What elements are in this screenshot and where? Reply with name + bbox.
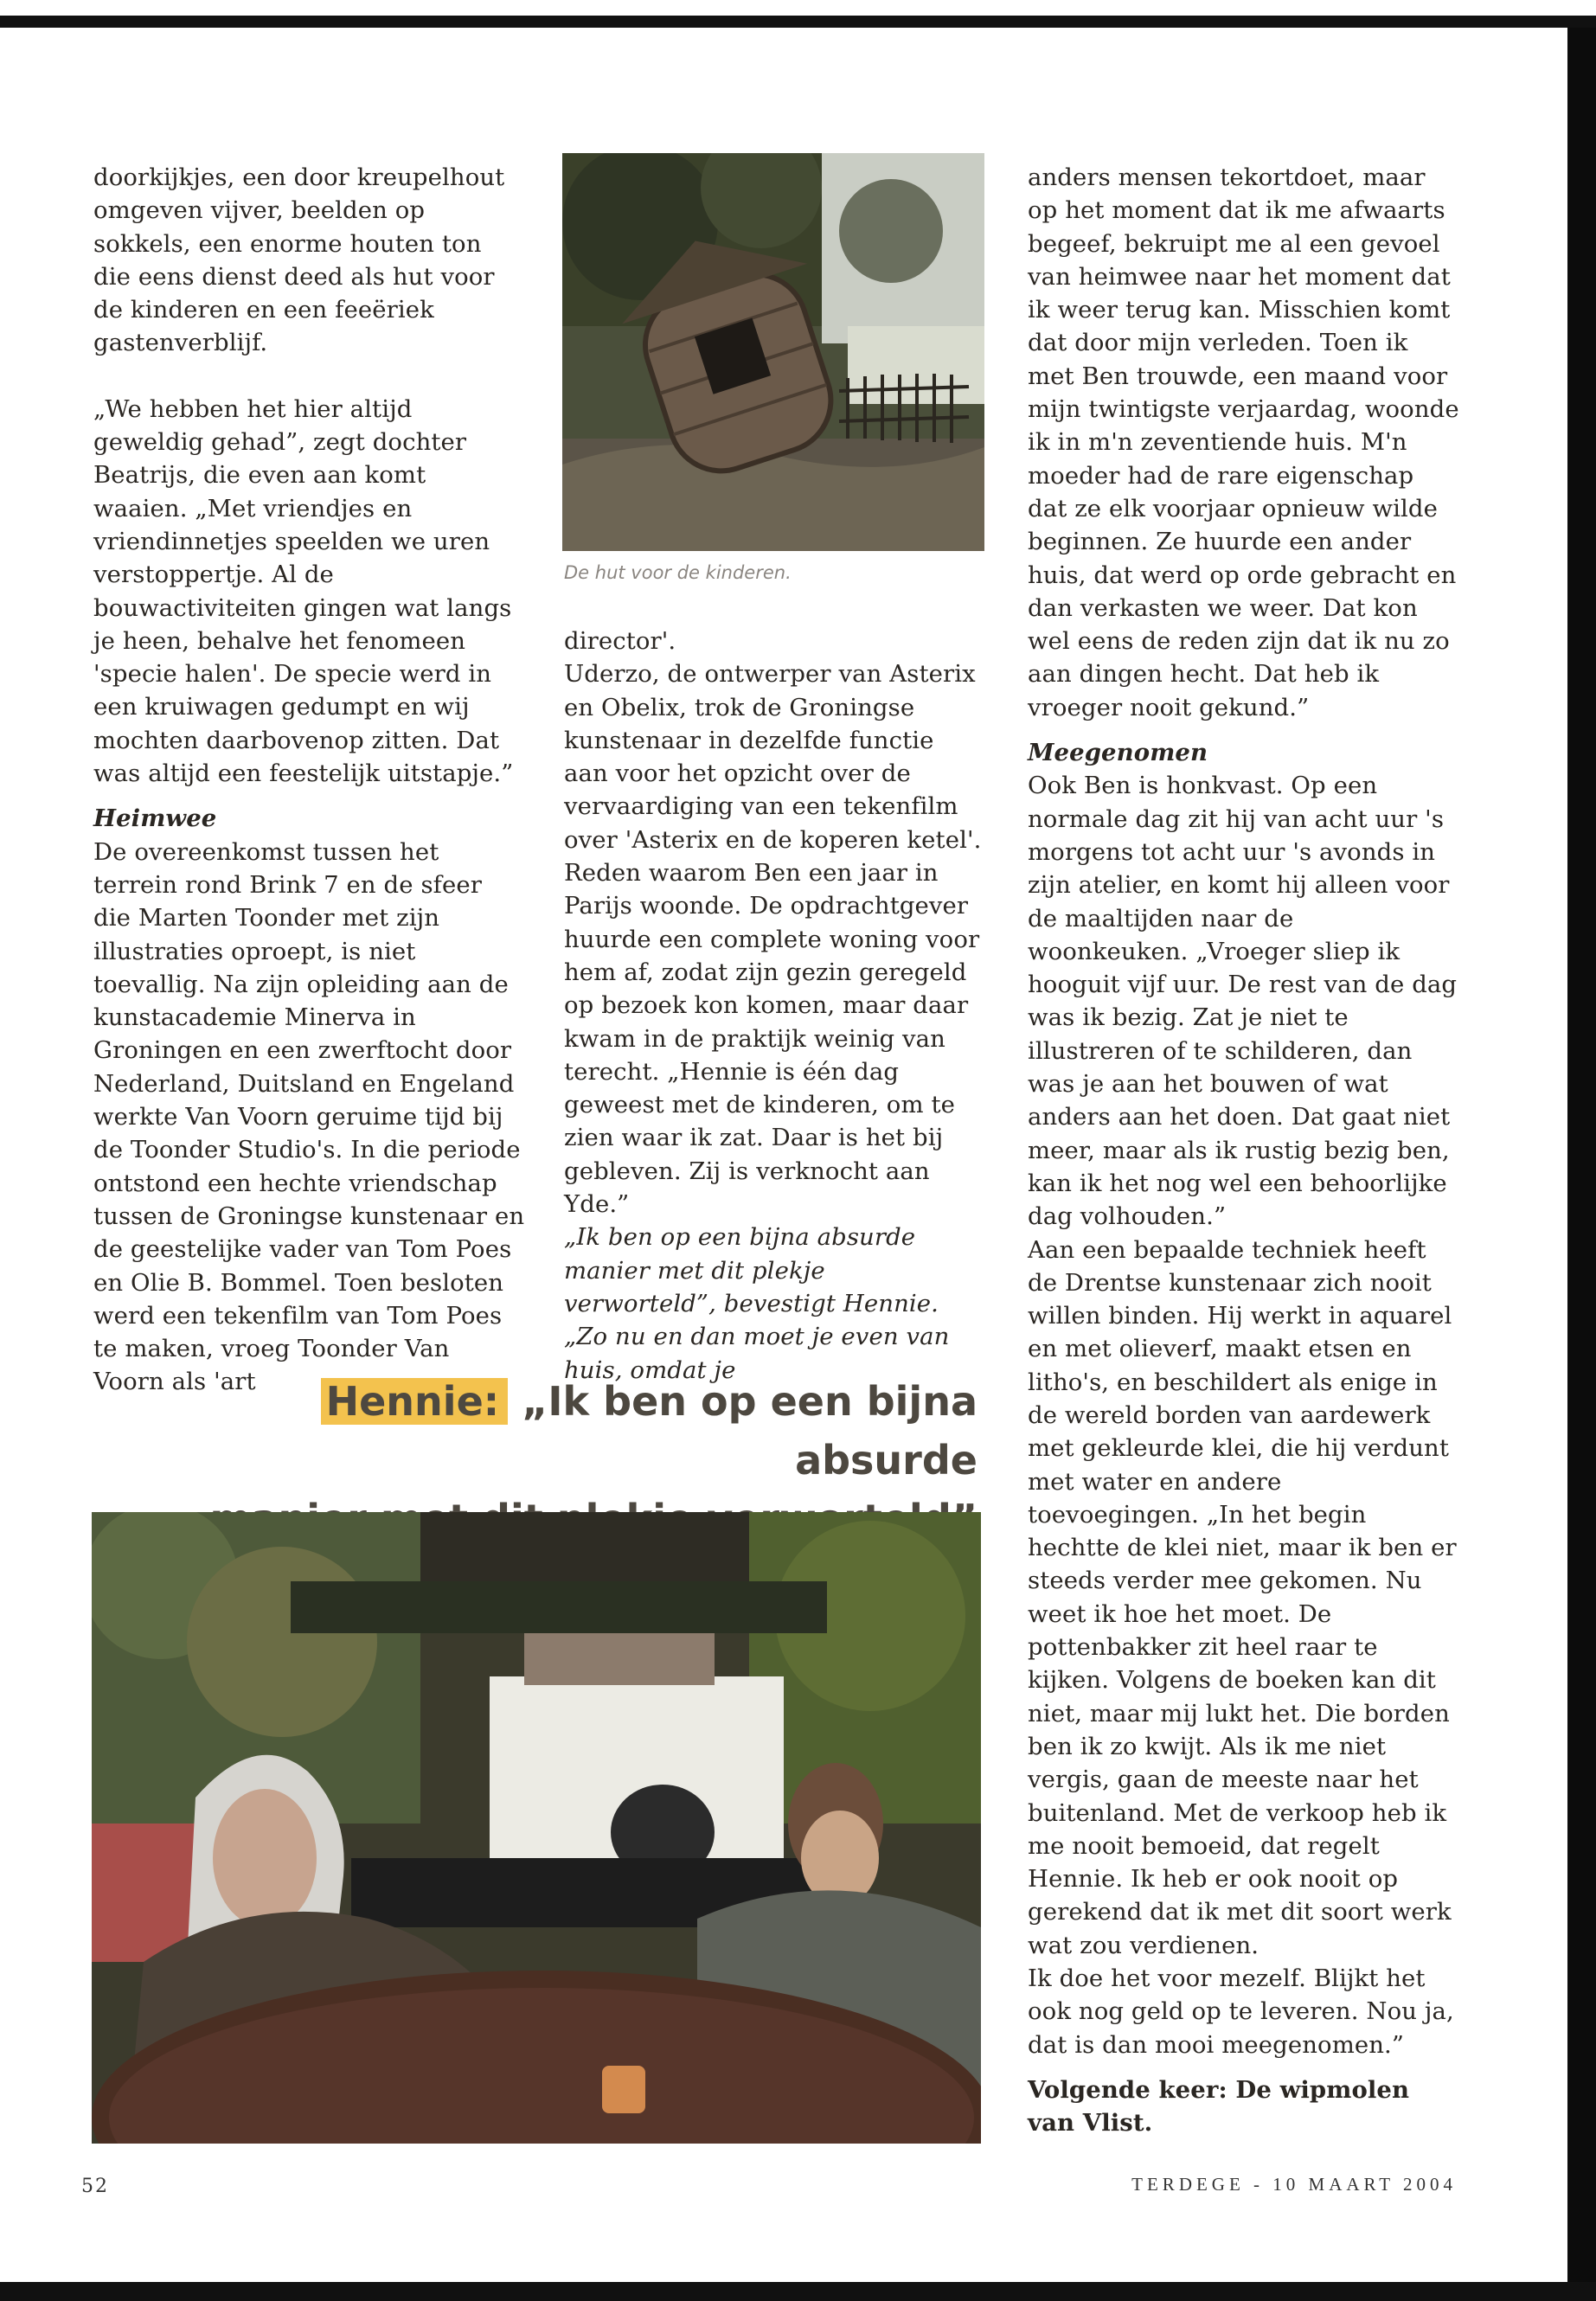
column-1-paragraph: doorkijkjes, een door kreupelhout omgeven vijver, beelden op sokkels, een enorme houten ton die eens dienst deed als hut voor de kinderen en een feeëriek gastenverblijf.	[93, 163, 505, 357]
column-3-paragraph: Aan een bepaalde techniek heeft de Drentse kunstenaar zich nooit willen binden. Hij werkt in aquarel en met olieverf, maakt etsen en litho's, en beschildert als enige in de wereld borden van aardewerk met gekleurde klei, die hij verdunt met water en andere toevoegingen. „In het begin hechtte de klei niet, maar ik ben er steeds verder mee gekomen. Nu weet ik hoe het moet. De pottenbakker zit heel raar te kijken. Volgens de boeken kan dit niet, maar mij lukt het. Die borden ben ik zo kwijt. Als ik me niet vergis, gaan de meeste naar het buitenland. Met de verkoop heb ik me nooit bemoeid, dat regelt Hennie. Ik heb er ook nooit op gerekend dat ik met dit soort werk wat zou verdienen.	[1028, 1235, 1457, 1959]
column-2-quote: „Ik ben op een bijna absurde manier met dit plekje verworteld”, bevestigt Hennie. „Zo nu en dan moet je even van huis, omdat je	[564, 1223, 950, 1384]
next-episode-label: Volgende keer: De wipmolen van Vlist.	[1028, 2075, 1410, 2138]
column-3-paragraph: Ook Ben is honkvast. Op een normale dag zit hij van acht uur 's morgens tot acht uur 's avonds in zijn atelier, en komt hij alleen voor de maaltijden naar de woonkeuken. „Vroeger sliep ik hooguit vijf uur. De rest van de dag was ik bezig. Zat je niet te illustreren of te schilderen, dan was je aan het bouwen of wat anders aan het doen. Dat gaat niet meer, maar als ik rustig bezig ben, kan ik het nog wel een behoorlijke dag volhouden.”	[1028, 772, 1458, 1231]
column-2-paragraph: Uderzo, de ontwerper van Asterix en Obelix, trok de Groningse kunstenaar in dezelfde functie aan voor het opzicht over de vervaardiging van een tekenfilm over 'Asterix en de koperen ketel'. Reden waarom Ben een jaar in Parijs woonde. De opdrachtgever huurde een complete woning voor hem af, zodat zijn gezin geregeld op bezoek kon komen, maar daar kwam in de praktijk weinig van terecht. „Hennie is één dag geweest met de kinderen, om te zien waar ik zat. Daar is het bij gebleven. Zij is verknocht aan Yde.”	[564, 660, 982, 1219]
scan-edge	[1567, 28, 1596, 2285]
column-2	[564, 625, 984, 1387]
photo-kitchen	[92, 1512, 981, 2144]
top-border	[0, 16, 1596, 28]
column-3-paragraph: Ik doe het voor mezelf. Blijkt het ook nog geld op te leveren. Nou ja, dat is dan mooi meegenomen.”	[1028, 1965, 1454, 2059]
photo-caption: De hut voor de kinderen.	[564, 562, 792, 583]
kitchen-photo-illustration	[92, 1512, 981, 2144]
column-1-paragraph: De overeenkomst tussen het terrein rond Brink 7 en de sfeer die Marten Toonder met zijn illustraties oproept, is niet toevallig. Na zijn opleiding aan de kunstacademie Minerva in Groningen en een zwerftocht door Nederland, Duitsland en Engeland werkte Van Voorn geruime tijd bij de Toonder Studio's. In die periode ontstond een hechte vriendschap tussen de Groningse kunstenaar en de geestelijke vader van Tom Poes en Olie B. Bommel. Toen besloten werd een tekenfilm van Tom Poes te maken, vroeg Toonder Van Voorn als 'art	[93, 837, 525, 1396]
column-2-paragraph: director'.	[564, 627, 676, 655]
pull-quote-line-1: „Ik ben op een bijna absurde	[522, 1378, 977, 1484]
pull-quote-speaker: Hennie:	[321, 1378, 509, 1425]
bottom-border	[0, 2282, 1596, 2301]
section-heading-meegenomen: Meegenomen	[1028, 739, 1208, 767]
section-heading-heimwee: Heimwee	[93, 804, 217, 833]
column-1	[93, 161, 526, 1399]
column-3	[1028, 161, 1460, 2140]
publication-footer: TERDEGE - 10 MAART 2004	[1131, 2174, 1457, 2195]
column-3-paragraph: anders mensen tekortdoet, maar op het moment dat ik me afwaarts begeef, bekruipt me al een gevoel van heimwee naar het moment dat ik weer terug kan. Misschien komt dat door mijn verleden. Toen ik met Ben trouwde, een maand voor mijn twintigste verjaardag, woonde ik in m'n zeventiende huis. M'n moeder had de rare eigenschap dat ze elk voorjaar opnieuw wilde beginnen. Ze huurde een ander huis, dat werd op orde gebracht en dan verkasten we weer. Dat kon wel eens de reden zijn dat ik nu zo aan dingen hecht. Dat heb ik vroeger nooit gekund.”	[1028, 163, 1459, 721]
hut-photo-illustration	[562, 153, 984, 551]
page-number: 52	[81, 2176, 109, 2197]
column-1-paragraph: „We hebben het hier altijd geweldig gehad”, zegt dochter Beatrijs, die even aan komt waaien. „Met vriendjes en vriendinnetjes speelden we uren verstoppertje. Al de bouwactiviteiten gingen wat langs je heen, behalve het fenomeen 'specie halen'. De specie werd in een kruiwagen gedumpt en wij mochten daarbovenop zitten. Dat was altijd een feestelijk uitstapje.”	[93, 394, 514, 788]
photo-hut	[562, 153, 984, 551]
